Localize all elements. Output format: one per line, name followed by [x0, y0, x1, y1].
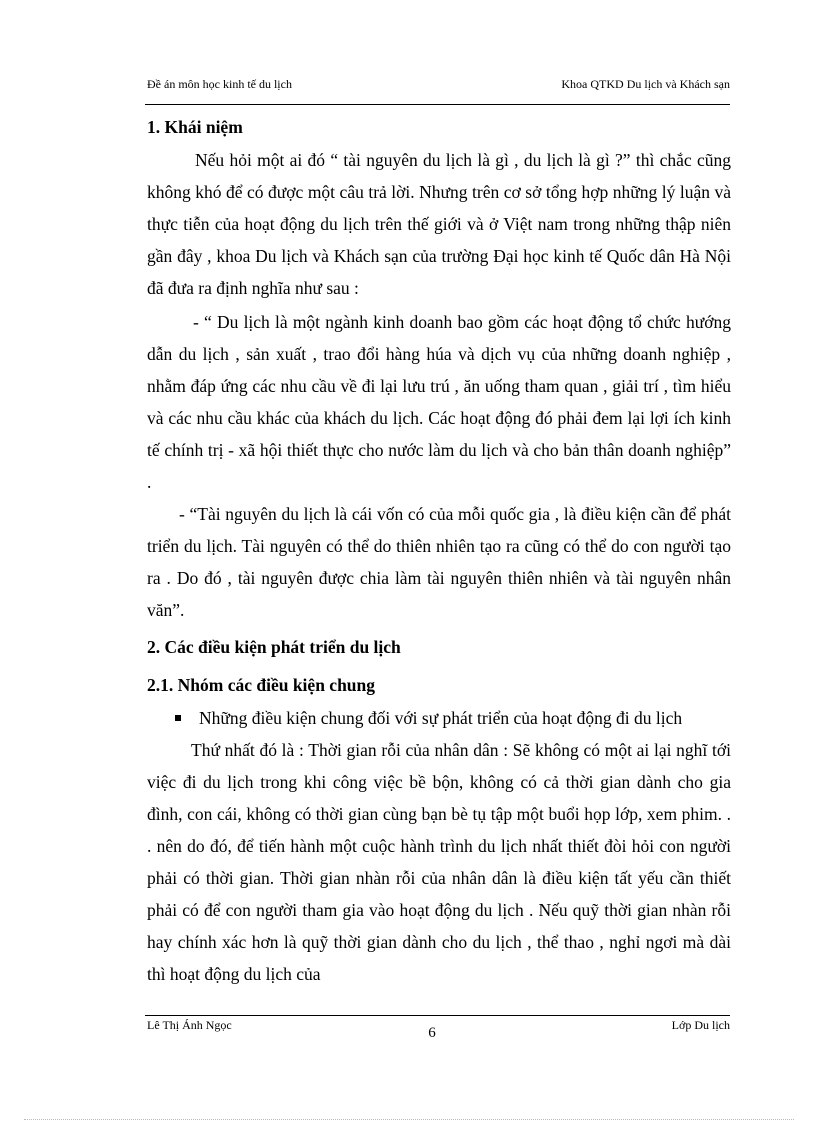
- bullet-item: [147, 702, 731, 734]
- paragraph-free-time: Thứ nhất đó là : Thời gian rỗi của nhân dân : Sẽ không có một ai lại nghĩ tới việc đi du lịch trong khi công việc bề bộn, không có cả thời gian dành cho gia đình, con cái, không có thời gian cùng bạn bè tụ tập một buổi họp lớp, xem phim. . . nên do đó, để tiến hành một cuộc hành trình du lịch nhất thiết đòi hỏi con người phải có thời gian. Thời gian nhàn rỗi của nhân dân là điều kiện tất yếu cần thiết phải có để con người tham gia vào hoạt động du lịch . Nếu quỹ thời gian nhàn rỗi hay chính xác hơn là quỹ thời gian dành cho du lịch , thể thao , nghỉ ngơi mà dài thì hoạt động du lịch của: [147, 740, 731, 984]
- page-number: 6: [428, 1025, 436, 1041]
- header-right: Khoa QTKD Du lịch và Khách sạn: [561, 77, 730, 91]
- bullet-text: Những điều kiện chung đối với sự phát triển của hoạt động đi du lịch: [199, 708, 683, 728]
- header-rule: [145, 104, 730, 105]
- section-heading-2: 2. Các điều kiện phát triển du lịch: [147, 637, 401, 657]
- page-body: [147, 112, 731, 990]
- section-heading-1: 1. Khái niệm: [147, 117, 243, 137]
- footer-class: Lớp Du lịch: [671, 1018, 730, 1032]
- subsection-heading-2-1: 2.1. Nhóm các điều kiện chung: [147, 675, 376, 695]
- header-left: Đề án môn học kinh tế du lịch: [147, 77, 292, 91]
- paragraph-intro: Nếu hỏi một ai đó “ tài nguyên du lịch là gì , du lịch là gì ?” thì chắc cũng không khó để có được một câu trả lời. Nhưng trên cơ sở tổng hợp những lý luận và thực tiễn của hoạt động du lịch trên thế giới và ở Việt nam trong những thập niên gần đây , khoa Du lịch và Khách sạn của trường Đại học kinh tế Quốc dân Hà Nội đã đưa ra định nghĩa như sau :: [147, 150, 731, 298]
- footer-rule: [145, 1015, 730, 1016]
- page-edge-divider: [24, 1119, 794, 1120]
- paragraph-resource-definition: - “Tài nguyên du lịch là cái vốn có của mỗi quốc gia , là điều kiện cần để phát triển du lịch. Tài nguyên có thể do thiên nhiên tạo ra cũng có thể do con người tạo ra . Do đó , tài nguyên được chia làm tài nguyên thiên nhiên và tài nguyên nhân văn”.: [147, 504, 731, 620]
- paragraph-tourism-definition: - “ Du lịch là một ngành kinh doanh bao gồm các hoạt động tổ chức hướng dẫn du lịch , sản xuất , trao đổi hàng húa và dịch vụ của những doanh nghiệp , nhằm đáp ứng các nhu cầu về đi lại lưu trú , ăn uống tham quan , giải trí , tìm hiểu và các nhu cầu khác của khách du lịch. Các hoạt động đó phải đem lại lợi ích kinh tế chính trị - xã hội thiết thực cho nước làm du lịch và cho bản thân doanh nghiệp” .: [147, 312, 731, 492]
- square-bullet-icon: [175, 715, 181, 721]
- footer-author: Lê Thị Ánh Ngọc: [147, 1018, 232, 1032]
